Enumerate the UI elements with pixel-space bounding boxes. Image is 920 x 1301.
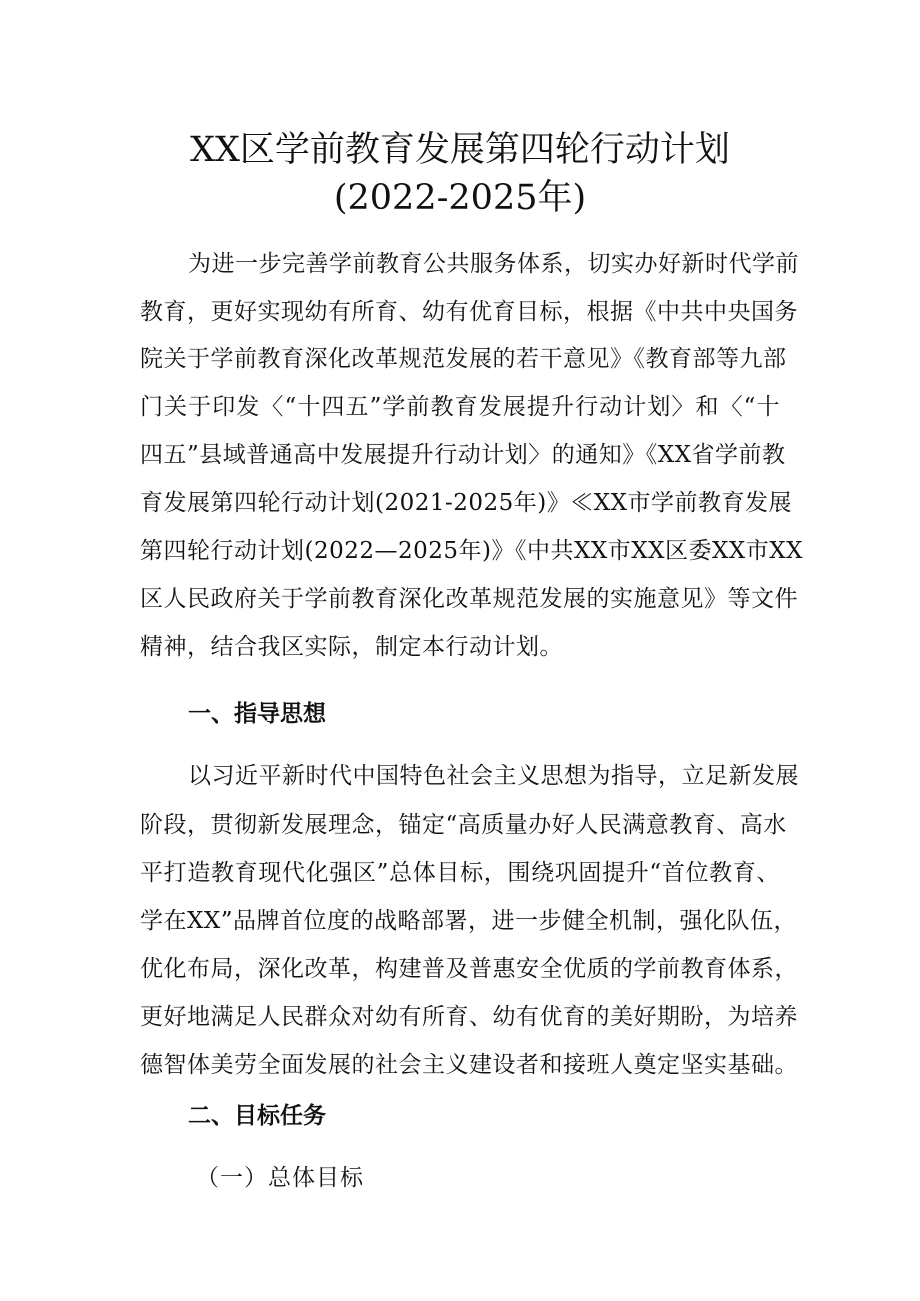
paragraph-line: 精神，结合我区实际，制定本行动计划。 — [140, 634, 563, 660]
paragraph-line: 优化布局，深化改革，构建普及普惠安全优质的学前教育体系， — [140, 956, 798, 982]
paragraph-line: 四五”县域普通高中发展提升行动计划〉的通知》《XX省学前教 — [140, 442, 786, 468]
paragraph-line: 区人民政府关于学前教育深化改革规范发展的实施意见》等文件 — [140, 586, 798, 612]
paragraph-line: 院关于学前教育深化改革规范发展的若干意见》《教育部等九部 — [140, 346, 787, 372]
section-heading-goals-tasks: 二、目标任务 — [188, 1103, 326, 1129]
paragraph-line: 为进一步完善学前教育公共服务体系，切实办好新时代学前 — [188, 251, 799, 277]
paragraph-line: 更好地满足人民群众对幼有所育、幼有优育的美好期盼，为培养 — [140, 1004, 798, 1030]
subsection-heading-overall-goal: （一）总体目标 — [196, 1165, 364, 1191]
paragraph-line: 阶段，贯彻新发展理念，锚定“高质量办好人民满意教育、高水 — [140, 812, 787, 838]
paragraph-line: 育发展第四轮行动计划(2021-2025年)》≪XX市学前教育发展 — [140, 490, 793, 516]
document-title-years: (2022-2025年) — [333, 178, 587, 218]
paragraph-line: 第四轮行动计划(2022—2025年)》《中共XX市XX区委XX市XX — [140, 538, 804, 564]
section-heading-guiding-ideology: 一、指导思想 — [188, 701, 326, 727]
paragraph-line: 学在XX”品牌首位度的战略部署，进一步健全机制，强化队伍， — [140, 908, 798, 934]
paragraph-line: 以习近平新时代中国特色社会主义思想为指导，立足新发展 — [188, 763, 799, 789]
paragraph-line: 教育，更好实现幼有所育、幼有优育目标，根据《中共中央国务 — [140, 299, 798, 325]
paragraph-line: 德智体美劳全面发展的社会主义建设者和接班人奠定坚实基础。 — [140, 1052, 798, 1078]
paragraph-line: 门关于印发〈“十四五”学前教育发展提升行动计划〉和〈“十 — [140, 394, 780, 420]
document-title: XX区学前教育发展第四轮行动计划 — [190, 130, 730, 170]
paragraph-line: 平打造教育现代化强区”总体目标，围绕巩固提升“首位教育、 — [140, 860, 780, 886]
